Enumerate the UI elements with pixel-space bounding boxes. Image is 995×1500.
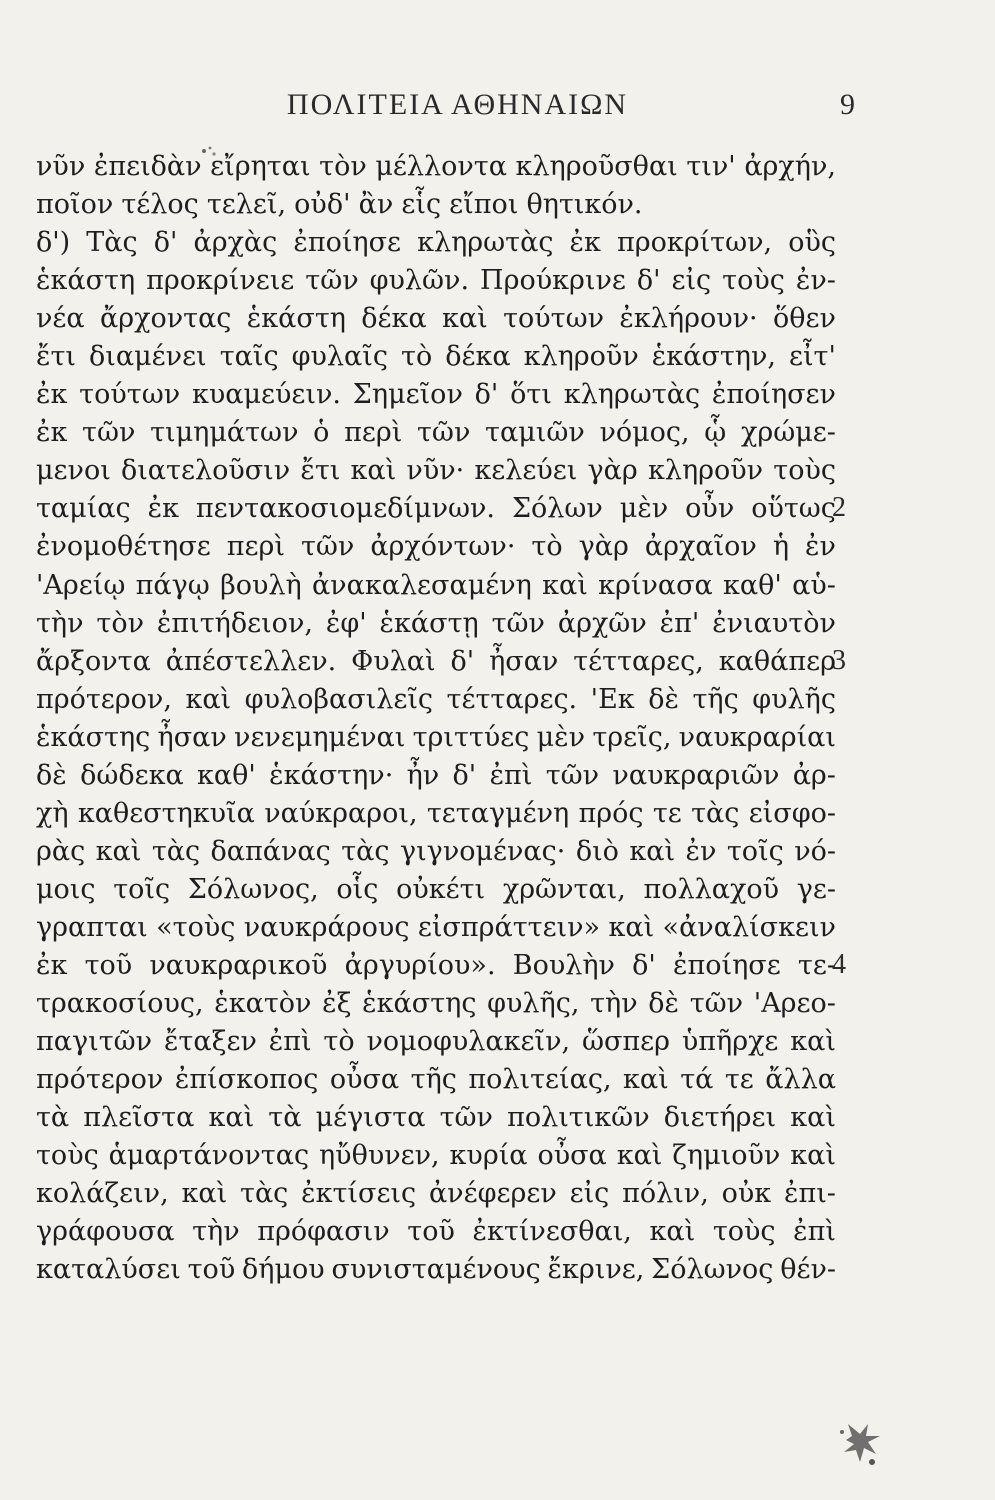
- section-number: 4: [832, 949, 846, 981]
- text-line: τὴν τὸν ἐπιτήδειον, ἐφ' ἑκάστῃ τῶν ἀρχῶν ἐπ' ἐνιαυτὸν: [36, 607, 836, 639]
- text-line: τὰ πλεῖστα καὶ τὰ μέγιστα τῶν πολιτικῶν διετήρει καὶ: [36, 1102, 836, 1134]
- body-text: [36, 148, 836, 1289]
- text-line: ἐκ τοῦ ναυκραρικοῦ ἀργυρίου». Βουλὴν δ' ἐποίησε τε-: [36, 949, 836, 981]
- text-line: ἑκάστη προκρίνειε τῶν φυλῶν. Προύκρινε δ' εἰς τοὺς ἐν-: [36, 265, 836, 297]
- text-line: ταμίας ἐκ πεντακοσιομεδίμνων. Σόλων μὲν οὖν οὕτως: [36, 493, 836, 525]
- text-line: καταλύσει τοῦ δήμου συνισταμένους ἔκρινε, Σόλωνος θέν-: [36, 1254, 836, 1286]
- text-line: κολάζειν, καὶ τὰς ἐκτίσεις ἀνέφερεν εἰς πόλιν, οὐκ ἐπι-: [36, 1178, 836, 1210]
- section-number: 2: [832, 492, 846, 524]
- text-line: μοις τοῖς Σόλωνος, οἷς οὐκέτι χρῶνται, πολλαχοῦ γε-: [36, 873, 836, 905]
- text-line: παγιτῶν ἔταξεν ἐπὶ τὸ νομοφυλακεῖν, ὥσπερ ὑπῆρχε καὶ: [36, 1026, 836, 1058]
- text-line: ἐκ τούτων κυαμεύειν. Σημεῖον δ' ὅτι κληρωτὰς ἐποίησεν: [36, 379, 836, 411]
- text-line: τοὺς ἁμαρτάνοντας ηὔθυνεν, κυρία οὖσα καὶ ζημιοῦν καὶ: [36, 1140, 836, 1172]
- text-line: χὴ καθεστηκυῖα ναύκραροι, τεταγμένη πρός τε τὰς εἰσφο-: [36, 797, 836, 829]
- text-line: γραπται «τοὺς ναυκράρους εἰσπράττειν» καὶ «ἀναλίσκειν: [36, 911, 836, 943]
- text-line: τρακοσίους, ἑκατὸν ἐξ ἑκάστης φυλῆς, τὴν δὲ τῶν 'Αρεο-: [36, 988, 836, 1020]
- text-line: ἐνομοθέτησε περὶ τῶν ἀρχόντων· τὸ γὰρ ἀρχαῖον ἡ ἐν: [36, 531, 836, 563]
- running-title: ΠΟΛΙΤΕΙΑ ΑΘΗΝΑΙΩΝ: [286, 88, 629, 121]
- text-line: γράφουσα τὴν πρόφασιν τοῦ ἐκτίνεσθαι, καὶ τοὺς ἐπὶ: [36, 1216, 836, 1248]
- text-line: ρὰς καὶ τὰς δαπάνας τὰς γιγνομένας· διὸ καὶ ἐν τοῖς νό-: [36, 835, 836, 867]
- page-number: 9: [840, 88, 855, 121]
- text-line: νῦν ἐπειδὰν εἴρηται τὸν μέλλοντα κληροῦσθαι τιν' ἀρχήν,: [36, 151, 836, 182]
- page-header: [60, 88, 855, 128]
- text-line: ἄρξοντα ἀπέστελλεν. Φυλαὶ δ' ἦσαν τέτταρες, καθάπερ: [36, 645, 836, 677]
- text-line: δὲ δώδεκα καθ' ἑκάστην· ἦν δ' ἐπὶ τῶν ναυκραριῶν ἀρ-: [36, 759, 836, 791]
- text-line: ποῖον τέλος τελεῖ, οὐδ' ἂν εἷς εἴποι θητικόν.: [36, 189, 643, 221]
- text-line: 'Αρείῳ πάγῳ βουλὴ ἀνακαλεσαμένη καὶ κρίνασα καθ' αὑ-: [36, 569, 836, 601]
- ink-stain-decoration: [838, 1418, 884, 1468]
- text-line: νέα ἄρχοντας ἑκάστη δέκα καὶ τούτων ἐκλήρουν· ὅθεν: [36, 303, 836, 335]
- text-line: μενοι διατελοῦσιν ἔτι καὶ νῦν· κελεύει γὰρ κληροῦν τοὺς: [36, 455, 836, 487]
- text-line: ἑκάστης ἦσαν νενεμημέναι τριττύες μὲν τρεῖς, ναυκραρίαι: [36, 721, 836, 753]
- text-line: πρότερον ἐπίσκοπος οὖσα τῆς πολιτείας, καὶ τά τε ἄλλα: [36, 1064, 836, 1096]
- text-line: δ') Τὰς δ' ἀρχὰς ἐποίησε κληρωτὰς ἐκ προκρίτων, οὓς: [36, 227, 836, 259]
- text-line: ἐκ τῶν τιμημάτων ὁ περὶ τῶν ταμιῶν νόμος, ᾧ χρώμε-: [36, 417, 836, 449]
- section-number: 3: [832, 644, 846, 676]
- text-line: ἔτι διαμένει ταῖς φυλαῖς τὸ δέκα κληροῦν ἑκάστην, εἶτ': [36, 341, 836, 373]
- text-line: πρότερον, καὶ φυλοβασιλεῖς τέτταρες. 'Εκ δὲ τῆς φυλῆς: [36, 683, 836, 715]
